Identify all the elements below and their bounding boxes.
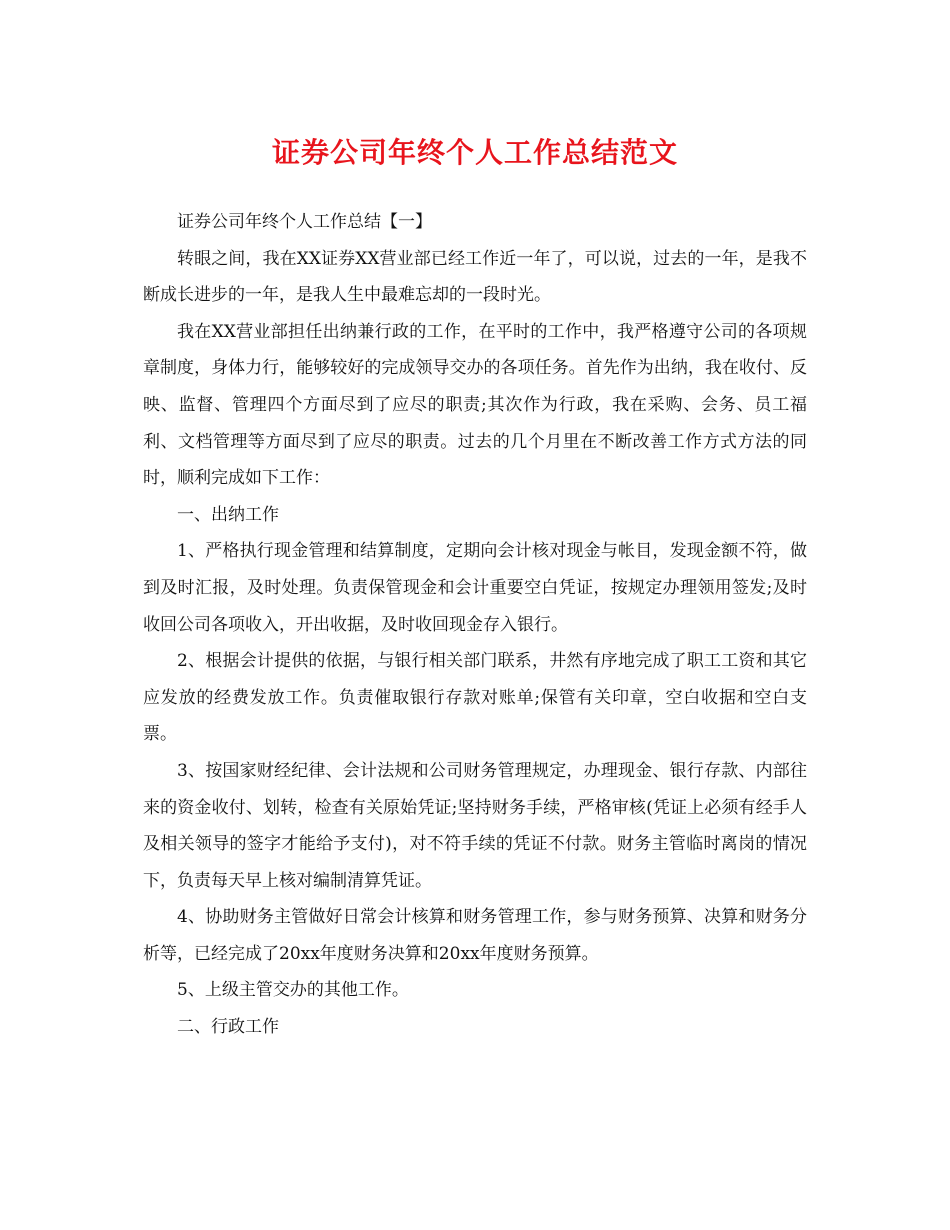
list-item-2: 2、根据会计提供的依据，与银行相关部门联系，井然有序地完成了职工工资和其它应发放的经费发放工作。负责催取银行存款对账单;保管有关印章，空白收据和空白支票。: [143, 651, 807, 745]
paragraph-duties: 我在XX营业部担任出纳兼行政的工作，在平时的工作中，我严格遵守公司的各项规章制度，身体力行，能够较好的完成领导交办的各项任务。首先作为出纳，我在收付、反映、监督、管理四个方面尽到了应尽的职责;其次作为行政，我在采购、会务、员工福利、文档管理等方面尽到了应尽的职责。过去的几个月里在不断改善工作方式方法的同时，顺利完成如下工作：: [143, 321, 807, 489]
list-item-1: 1、严格执行现金管理和结算制度，定期向会计核对现金与帐目，发现金额不符，做到及时汇报，及时处理。负责保管现金和会计重要空白凭证，按规定办理领用签发;及时收回公司各项收入，开出收据，及时收回现金存入银行。: [143, 541, 807, 635]
subheading-admin-work: 二、行政工作: [177, 1017, 279, 1038]
paragraph-intro: 转眼之间，我在XX证券XX营业部已经工作近一年了，可以说，过去的一年，是我不断成长进步的一年，是我人生中最难忘却的一段时光。: [143, 248, 807, 306]
list-item-5: 5、上级主管交办的其他工作。: [177, 980, 409, 1001]
list-item-3: 3、按国家财经纪律、会计法规和公司财务管理规定，办理现金、银行存款、内部往来的资金收付、划转，检查有关原始凭证;坚持财务手续，严格审核(凭证上必须有经手人及相关领导的签字才能给予支付)，对不符手续的凭证不付款。财务主管临时离岗的情况下，负责每天早上核对编制清算凭证。: [143, 760, 807, 891]
subheading-cashier-work: 一、出纳工作: [177, 504, 279, 525]
document-title: 证券公司年终个人工作总结范文: [271, 136, 678, 169]
list-item-4: 4、协助财务主管做好日常会计核算和财务管理工作，参与财务预算、决算和财务分析等，已经完成了20xx年度财务决算和20xx年度财务预算。: [143, 907, 807, 964]
section-heading-one: 证券公司年终个人工作总结【一】: [177, 212, 432, 232]
document-body: [143, 204, 807, 1046]
